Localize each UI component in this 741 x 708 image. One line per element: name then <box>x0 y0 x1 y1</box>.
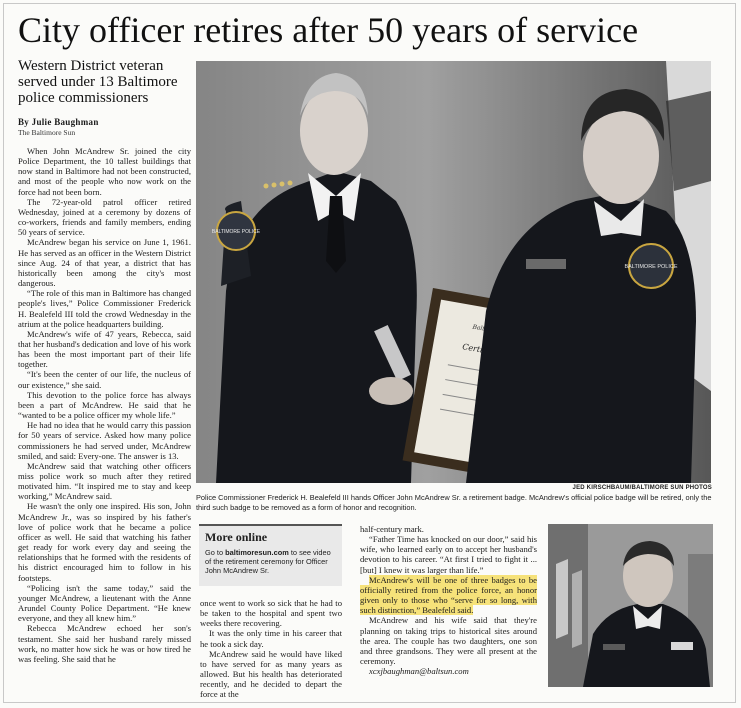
paragraph: When John McAndrew Sr. joined the city Police Department, the 10 tallest buildings that now stand in Baltimore had not been constructed, and most of the people who now work on the force had not been born. <box>18 146 191 197</box>
byline-affiliation: The Baltimore Sun <box>18 128 76 137</box>
paragraph: McAndrew and his wife said that they're planning on taking trips to historical sites around the area. The couple has two daughters, one son and three grandsons. They were all present at the ceremony. <box>360 615 537 667</box>
paragraph: “Policing isn't the same today,” said the younger McAndrew, a lieutenant with the Anne Arundel County Police Department. “He knew everyone, and they all knew him.” <box>18 582 191 624</box>
paragraph: “Father Time has knocked on our door,” said his wife, who learned early on to accept her husband's devotion to his career. “At first I tried to fight it ... [but] I knew it was larger than life.” <box>360 534 537 575</box>
paragraph: The 72-year-old patrol officer retired Wednesday, joined at a ceremony by dozens of co-workers, friends and family members, ending 50 years of service. <box>18 196 191 238</box>
paragraph: He wasn't the only one inspired. His son, John McAndrew Jr., was so inspired by his father's love of police work that he became a police officer as well. He said that watching his father get ready for work every day and seeing the relationships that he formed with the residents of his district encouraged him to follow in his footsteps. <box>18 501 191 583</box>
paragraph: half-century mark. <box>360 524 424 534</box>
photo-credit: JED KIRSCHBAUM/BALTIMORE SUN PHOTOS <box>572 485 712 491</box>
paragraph: Rebecca McAndrew echoed her son's testament. She said her husband rarely missed work, no matter how sick he was or how tired he was feeling. She said that he <box>18 623 191 664</box>
paragraph: “It's been the center of our life, the nucleus of our existence,” she said. <box>18 369 191 390</box>
author-email: xcxjbaughman@baltsun.com <box>369 666 469 677</box>
paragraph: It was the only time in his career that he took a sick day. <box>200 628 342 649</box>
article-column-3 <box>360 524 537 676</box>
more-online-text <box>205 548 336 576</box>
headline: City officer retires after 50 years of service <box>18 10 639 50</box>
portrait-photo <box>548 524 713 687</box>
paragraph: McAndrew said that watching other officers miss police work so much after they retired motivated him. “It inspired me to stay and keep working,” McAndrew said. <box>18 460 191 502</box>
deck-subheadline: Western District veteran served under 13 Baltimore police commissioners <box>18 58 178 106</box>
highlight: McAndrew's will be one of three badges to be officially retired from the police force, an honor given only to those who “serve for so long, with such distinction,” Bealefeld said. <box>360 574 537 616</box>
article-column-1 <box>18 146 191 664</box>
main-photo <box>196 61 711 483</box>
highlighted-paragraph <box>360 575 537 616</box>
more-online-title: More online <box>205 530 268 544</box>
paragraph: He had no idea that he would carry this passion for 50 years of service. Asked how many police commissioners he had served under, McAndrew smiled, and said: Every-one. The answer is 13. <box>18 420 191 461</box>
more-online-box <box>199 524 342 586</box>
more-online-pre: Go to <box>205 548 226 557</box>
byline: By Julie Baughman <box>18 117 99 127</box>
baltimoresun-link[interactable]: baltimoresun.com <box>225 548 289 557</box>
more-online-post: to see video of the retirement ceremony for Officer John McAndrew Sr. <box>205 548 331 576</box>
paragraph: “The role of this man in Baltimore has changed people's lives,” Police Commissioner Frederick H. Bealefeld III told the crowd Wednesday in the atrium at the police headquarters building. <box>18 288 191 329</box>
paragraph: This devotion to the police force has always been a part of McAndrew. He said that he “wanted to be a police officer my whole life.” <box>18 389 191 421</box>
patch-left-label: BALTIMORE POLICE <box>211 229 261 235</box>
article-column-2 <box>200 598 342 700</box>
ceremony-photo-illustration <box>196 61 711 483</box>
paragraph: McAndrew said he would have liked to have served for as many years as allowed. But his health has deteriorated recently, and he decided to depart the force at the <box>200 648 342 700</box>
paragraph: McAndrew's wife of 47 years, Rebecca, said that her husband's dedication and love of his work has been the most important part of their life together. <box>18 328 191 370</box>
photo-caption: Police Commissioner Frederick H. Bealefeld III hands Officer John McAndrew Sr. a retirement badge. McAndrew's official police badge will be retired, only the third such badge to be removed as a form of honor and recognition. <box>196 493 712 512</box>
paragraph: McAndrew began his service on June 1, 1961. He has served as an officer in the Western District since Aug. 24 of that year, a district that has historically been among the city's most dangerous. <box>18 237 191 289</box>
officer-portrait-illustration <box>548 524 713 687</box>
patch-right-label: BALTIMORE POLICE <box>624 264 678 270</box>
paragraph: once went to work so sick that he had to be taken to the hospital and spent two weeks there recovering. <box>200 598 342 629</box>
